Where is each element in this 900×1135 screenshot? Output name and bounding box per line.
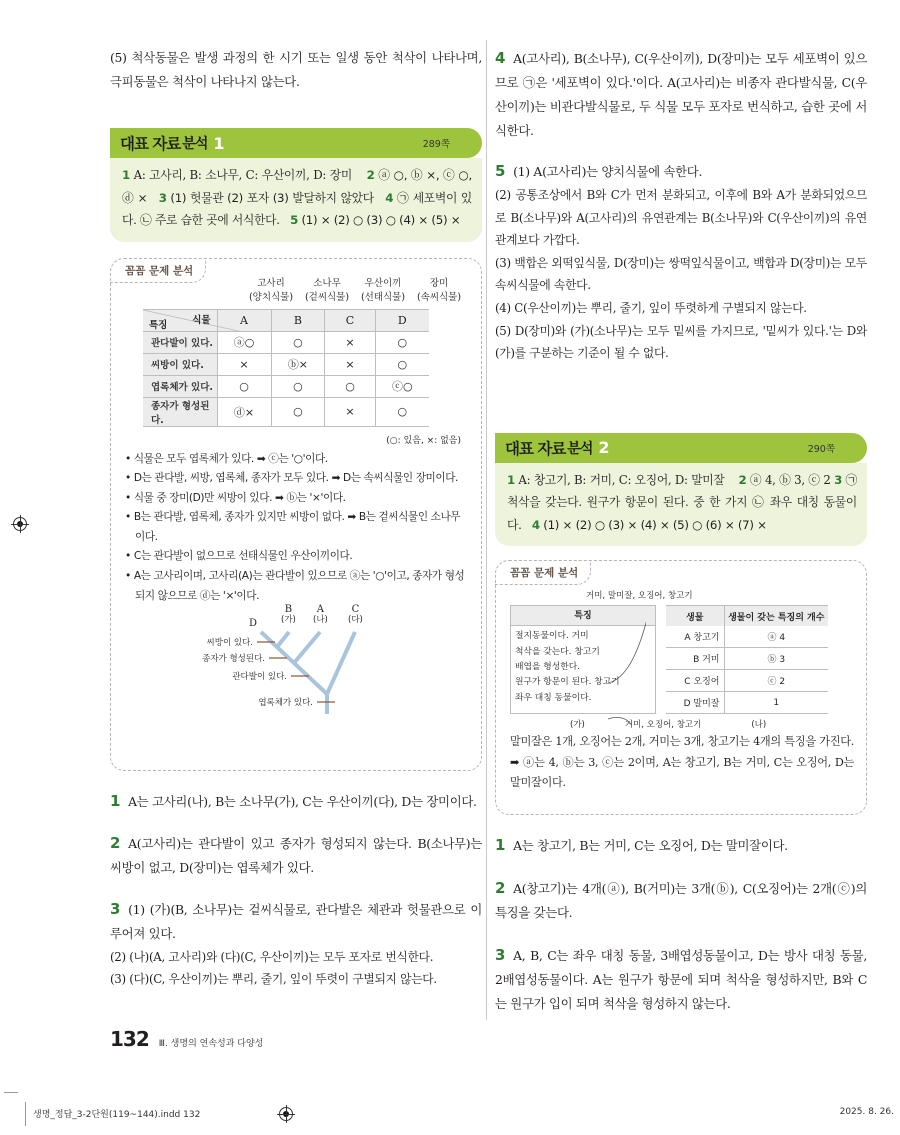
left-column (110, 40, 482, 991)
answer-5-line: (3) 백합은 외떡잎식물, D(장미)는 쌍떡잎식물이고, 백합과 D(장미)는 모두 속씨식물에 속한다. (495, 255, 867, 293)
item-num: 5 (290, 213, 298, 227)
summary-header-1 (110, 128, 482, 158)
summary-header-2 (495, 433, 867, 463)
slug-divider (25, 1102, 26, 1126)
table-na (666, 605, 828, 714)
table-legend: (○: 있음, ×: 없음) (386, 435, 461, 446)
table-na-header: 생물이 갖는 특징의 개수 (724, 606, 828, 626)
summary-answer: ⓐ ○, ⓑ ×, ⓒ ○, ⓓ × (122, 168, 472, 205)
answer-2: 2 A(고사리)는 관다발이 있고 종자가 형성되지 않는다. B(소나무)는 씨방이 없고, D(장미)는 엽록체가 있다. (110, 833, 482, 875)
intro-paragraph: (5) 척삭동물은 발생 과정의 한 시기 또는 일생 동안 척삭이 나타나며, 극피동물은 척삭이 나타나지 않는다. (110, 50, 482, 89)
bullet-item: • D는 관다발, 씨방, 엽록체, 종자가 모두 있다. ➡ D는 속씨식물인 장미이다. (125, 469, 469, 489)
item-num: 2 (366, 168, 375, 182)
answer-3-part3: (3) (다)(C, 우산이끼)는 뿌리, 줄기, 잎이 뚜렷이 구별되지 않는다. (110, 972, 437, 987)
summary-page-ref: 289쪽 (422, 139, 450, 150)
corner-cell: 특징 식물 (143, 309, 217, 331)
table-ga-header: 특징 (511, 606, 655, 626)
tip-C: C (다) (348, 604, 363, 626)
crop-mark (4, 1092, 18, 1093)
answers-left (110, 789, 482, 991)
feature-item: 척삭을 갖는다. 창고기 (515, 646, 600, 657)
slug-date: 2025. 8. 26. (839, 1107, 894, 1117)
registration-mark-icon (279, 1107, 293, 1121)
trait-label: 엽록체가 있다. (258, 698, 313, 709)
trait-label: 종자가 형성된다. (202, 654, 265, 665)
summary-number: 1 (213, 133, 225, 153)
item-num: 4 (385, 190, 394, 205)
feature-item: 절지동물이다. 거미 (515, 631, 589, 642)
item-num: 2 (738, 472, 747, 487)
item-num: 3 (834, 472, 842, 487)
summary-title: 대표 자료 (120, 135, 181, 153)
column-divider (486, 40, 487, 1020)
item-num: 1 (507, 472, 515, 487)
summary-answer: ⓐ 4, ⓑ 3, ⓒ 2 (749, 472, 831, 487)
summary-body-2 (495, 463, 867, 547)
plant-labels (243, 277, 469, 305)
plant-label: 우산이끼 (선태식물) (360, 277, 406, 303)
answer-5-line: (5) D(장미)와 (가)(소나무)는 모두 밑씨를 가지므로, '밑씨가 있다.'는 D와 (가)를 구분하는 기준이 될 수 없다. (495, 323, 867, 361)
answer-1: 1 A는 창고기, B는 거미, C는 오징어, D는 말미잘이다. (495, 836, 788, 855)
table-captions (510, 718, 854, 730)
table-row: A 창고기 ⓐ 4 (666, 626, 828, 648)
answer-2: 2 A(창고기)는 4개(ⓐ), B(거미)는 3개(ⓑ), C(오징어)는 2개(ⓒ)의 특징을 갖는다. (495, 879, 867, 921)
answer-5-line: (4) C(우산이끼)는 뿌리, 줄기, 잎이 뚜렷하게 구별되지 않는다. (495, 300, 807, 315)
caption-na: (나) (751, 720, 767, 731)
table-row: B 거미 ⓑ 3 (666, 648, 828, 670)
plant-label: 소나무 (겉씨식물) (304, 277, 350, 303)
arrow-lines (606, 595, 646, 725)
answer-1: 1 A는 고사리(나), B는 소나무(가), C는 우산이끼(다), D는 장미이다. (110, 791, 477, 810)
column-A: A (217, 309, 271, 331)
bullet-item: • C는 관다발이 없으므로 선태식물인 우산이끼이다. (125, 547, 469, 567)
feature-item: 좌우 대칭 동물이다. (515, 692, 592, 703)
slug-filename: 생명_정답_3-2단원(119~144).indd 132 (33, 1110, 201, 1120)
registration-mark-icon (13, 517, 27, 531)
summary-answer: (1) 헛물관 (2) 포자 (3) 발달하지 않았다 (170, 190, 374, 205)
table-na-header: 생물 (686, 612, 704, 623)
plant-trait-table (143, 309, 429, 427)
phylogenetic-tree (195, 604, 435, 720)
answer-4: 4 A(고사리), B(소나무), C(우산이끼), D(장미)는 모두 세포벽이 있으므로 ㉠은 '세포벽이 있다.'이다. A(고사리)는 비종자 관다발식물, C(우산이끼)는 비관다발식물로, 두 식물 모두 포자로 번식하고, 습한 곳에 서식한다. (495, 49, 867, 138)
item-num: 3 (158, 190, 167, 205)
summary-answer: ㉠ 세포벽이 있다. ㉡ 주로 습한 곳에 서식한다. (122, 190, 472, 227)
analysis-bullets (125, 450, 469, 607)
summary-page-ref: 290쪽 (807, 443, 835, 455)
analysis-tag: 꼼꼼 문제 분석 (495, 560, 591, 585)
plant-label: 장미 (속씨식물) (416, 277, 462, 303)
summary-box-2 (495, 433, 867, 547)
answer-3: 3 A, B, C는 좌우 대칭 동물, 3배엽성동물이고, D는 방사 대칭 동물, 2배엽성동물이다. A는 원구가 항문에 되며 척삭을 형성하지만, B와 C는 원구가 입이 되며 척삭을 형성하지 않는다. (495, 946, 867, 1012)
table-row: 관다발이 있다. ⓐ○ ○ × ○ (143, 331, 429, 353)
page-number: 132 (110, 1027, 149, 1051)
table-header-row (143, 309, 429, 331)
arrow-top-label: 거미, 말미잘, 오징어, 창고기 (586, 591, 693, 602)
feature-item: 원구가 항문이 된다. 창고기 (515, 677, 620, 688)
column-B: B (271, 309, 325, 331)
item-num: 4 (531, 517, 540, 532)
summary-answer: A: 창고기, B: 거미, C: 오징어, D: 말미잘 (518, 472, 725, 487)
trait-label: 관다발이 있다. (232, 672, 287, 683)
table-row: 엽록체가 있다. ○ ○ ○ ⓒ○ (143, 375, 429, 397)
table-row: D 말미잘 1 (666, 692, 828, 714)
answer-3-part2: (2) (나)(A, 고사리)와 (다)(C, 우산이끼)는 모두 포자로 번식한다. (110, 949, 434, 964)
item-num: 1 (122, 168, 130, 182)
answer-5-line: (2) 공통조상에서 B와 C가 먼저 분화되고, 이후에 B와 A가 분화되었으므로 B(소나무)와 A(고사리)의 유연관계는 B(소나무)와 C(우산이끼)의 유연관계보다 가깝다. (495, 188, 867, 248)
right-column (495, 40, 867, 1016)
table-row: 씨방이 있다. × ⓑ× × ○ (143, 353, 429, 375)
answer-3: 3 (1) (가)(B, 소나무)는 겉씨식물로, 관다발은 체관과 헛물관으로 이루어져 있다. (110, 899, 482, 941)
plant-label: 고사리 (양치식물) (248, 277, 294, 303)
analysis-explanation: 말미잘은 1개, 오징어는 2개, 거미는 3개, 창고기는 4개의 특징을 가진다. ➡ ⓐ는 4, ⓑ는 3, ⓒ는 2이며, A는 창고기, B는 거미, C는 오징어, D는 말미잘이다. (510, 735, 854, 790)
analysis-box-2 (495, 560, 867, 815)
caption-ga: (가) (570, 720, 585, 731)
tip-B: B (가) (281, 604, 296, 626)
bullet-item: • 식물은 모두 엽록체가 있다. ➡ ⓒ는 '○'이다. (125, 450, 469, 470)
page-footer (110, 1027, 263, 1051)
summary-body-1 (110, 158, 482, 242)
analysis-tag: 꼼꼼 문제 분석 (110, 258, 206, 283)
analysis-tables (510, 605, 854, 714)
chapter-title: Ⅲ. 생명의 연속성과 다양성 (158, 1039, 264, 1049)
bullet-item: • 식물 중 장미(D)만 씨방이 있다. ➡ ⓑ는 '×'이다. (125, 489, 469, 509)
answer-5: 5 (1) A(고사리)는 양치식물에 속한다. (2) 공통조상에서 B와 C가 먼저 분화되고, 이후에 B와 A가 분화되었으므로 B(소나무)와 A(고사리)의 유연관계는 B(소나무)와 C(우산이끼)의 유연관계보다 가깝다. (3) 백합은 외떡잎식물, D(장미)는 쌍떡잎식물이고, 백합과 D(장미)는 모두 속씨식물에 속한다. (4) C(우산이끼)는 뿌리, 줄기, 잎이 뚜렷하게 구별되지 않는다. (5) D(장미)와 (가)(소나무)는 모두 밑씨를 가지므로, '밑씨가 있다.'는 D와 (가)를 구분하는 기준이 될 수 없다. (495, 159, 867, 365)
summary-title-sub: 분석 (567, 440, 593, 457)
column-D: D (375, 309, 429, 331)
table-row: C 오징어 ⓒ 2 (666, 670, 828, 692)
summary-number: 2 (598, 438, 610, 458)
arrow-bottom-label: 거미, 오징어, 창고기 (624, 720, 702, 731)
summary-title: 대표 자료 (505, 439, 566, 458)
tip-D: D (249, 618, 258, 630)
feature-item: 배엽을 형성한다. (515, 662, 581, 673)
bullet-item: • A는 고사리이며, 고사리(A)는 관다발이 있으므로 ⓐ는 '○'이고, 종자가 형성되지 않으므로 ⓓ는 '×'이다. (125, 567, 469, 606)
column-C: C (325, 309, 375, 331)
table-row: 종자가 형성된다. ⓓ× ○ × ○ (143, 397, 429, 426)
summary-answer: (1) × (2) ○ (3) × (4) × (5) ○ (6) × (7) × (543, 517, 767, 532)
summary-answer: A: 고사리, B: 소나무, C: 우산이끼, D: 장미 (133, 168, 352, 182)
summary-answer: (1) × (2) ○ (3) ○ (4) × (5) × (301, 213, 461, 227)
trait-label: 씨방이 있다. (206, 638, 253, 649)
answers-right (495, 833, 867, 1016)
bullet-item: • B는 관다발, 엽록체, 종자가 있지만 씨방이 없다. ➡ B는 겉씨식물인 소나무이다. (125, 508, 469, 547)
summary-title-sub: 분석 (182, 136, 208, 152)
tip-A: A (나) (313, 604, 328, 626)
analysis-box-1 (110, 258, 482, 771)
tree-branches (195, 610, 435, 720)
summary-box-1 (110, 128, 482, 242)
summary-answer: ㉠ 척삭을 갖는다. 원구가 항문이 된다. 중 한 가지 ㉡ 좌우 대칭 동물이다. (507, 472, 857, 532)
